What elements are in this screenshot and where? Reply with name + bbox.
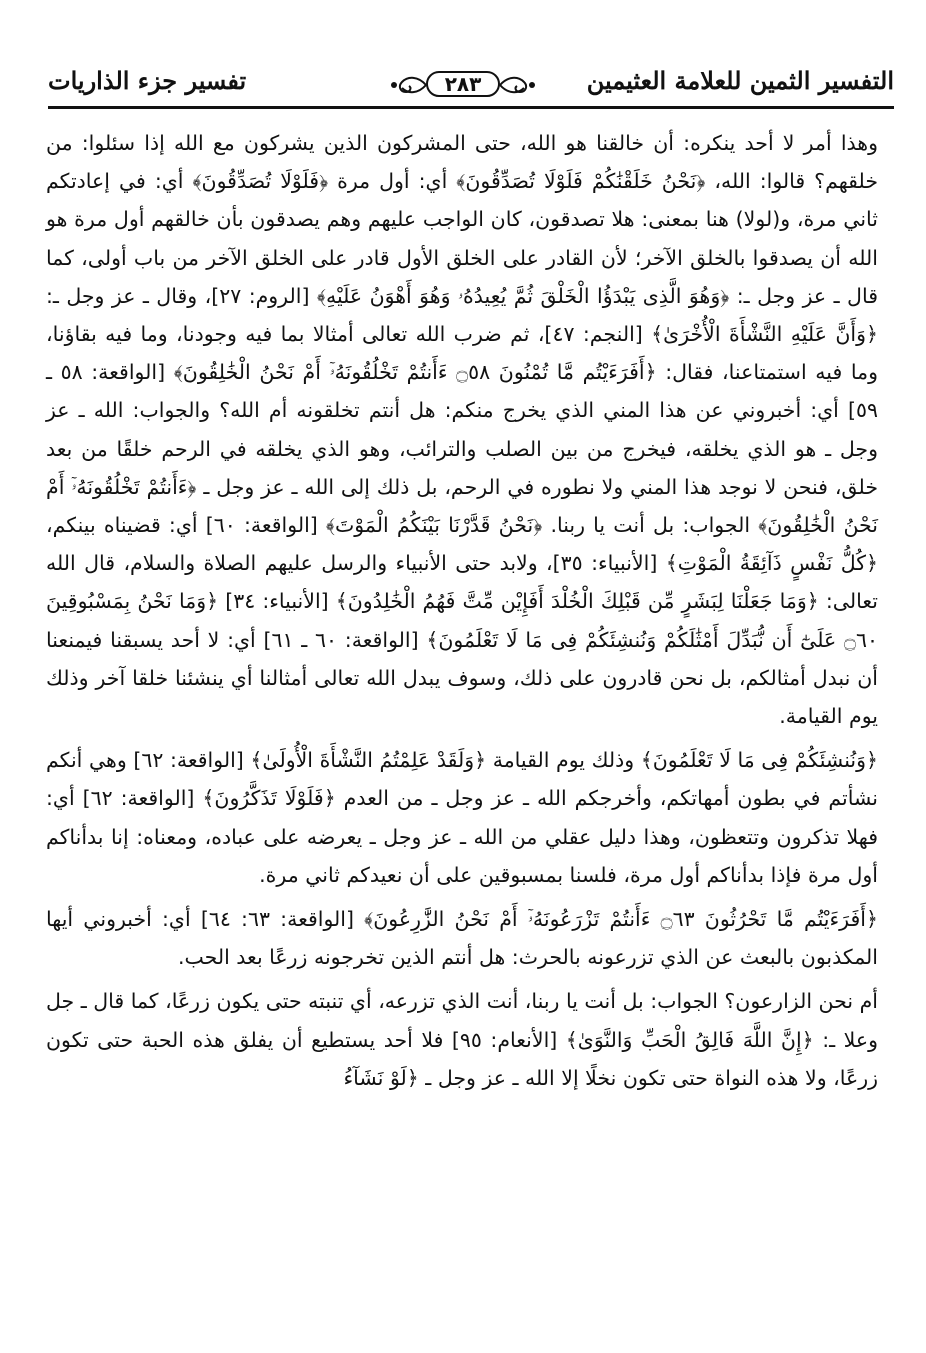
header-divider [48,106,894,109]
paragraph-4: أم نحن الزارعون؟ الجواب: بل أنت يا ربنا، أنت الذي تزرعه، أي تنبته حتى يكون زرعًا، كما قال ـ جل وعلا ـ: ﴿إِنَّ اللَّهَ فَالِقُ الْحَبِّ وَالنَّوَىٰ﴾ [الأنعام: ٩٥] فلا أحد يستطيع أن يفلق هذه الحبة حتى تكون زرعًا، ولا هذه النواة حتى تكون نخلًا إلا الله ـ عز وجل ـ ﴿لَوْ نَشَآءُ [46,989,878,1090]
page-number: ٢٨٣ [426,71,500,97]
page-number-badge [388,70,538,100]
section-title: تفسير جزء الذاريات [48,66,247,95]
page-header [48,64,894,110]
right-ornament-icon [498,70,538,100]
book-title: التفسير الثمين للعلامة العثيمين [586,66,894,95]
paragraph-2: ﴿وَنُنشِئَكُمْ فِى مَا لَا تَعْلَمُونَ﴾ وذلك يوم القيامة ﴿وَلَقَدْ عَلِمْتُمُ النَّشْأَةَ الْأُولَىٰ﴾ [الواقعة: ٦٢] وهي أنكم نشأتم في بطون أمهاتكم، وأخرجكم الله ـ عز وجل ـ من العدم ﴿فَلَوْلَا تَذَكَّرُونَ﴾ [الواقعة: ٦٢] أي: فهلا تذكرون وتتعظون، وهذا دليل عقلي من الله ـ عز وجل ـ يعرضه على عباده، ومعناه: إنا بدأناكم أول مرة فإذا بدأناكم أول مرة، فلسنا بمسبوقين على أن نعيدكم ثاني مرة. [46,748,878,887]
paragraph-3: ﴿أَفَرَءَيْتُم مَّا تَحْرُثُونَ ۝٦٣ ءَأَنتُمْ تَزْرَعُونَهُۥٓ أَمْ نَحْنُ الزَّٰرِعُونَ﴾ [الواقعة: ٦٣: ٦٤] أي: أخبروني أيها المكذبون بالبعث عن الذي تزرعونه بالحرث: هل أنتم الذين تخرجونه زرعًا بعد الحب. [46,907,878,970]
left-ornament-icon [388,70,428,100]
paragraph-1: وهذا أمر لا أحد ينكره: أن خالقنا هو الله، حتى المشركون الذين يشركون مع الله إذا سئلوا: من خلقهم؟ قالوا: الله، ﴿نَحْنُ خَلَقْنَٰكُمْ فَلَوْلَا تُصَدِّقُونَ﴾ أي: أول مرة ﴿فَلَوْلَا تُصَدِّقُونَ﴾ أي: في إعادتكم ثاني مرة، و(لولا) هنا بمعنى: هلا تصدقون، كان الواجب عليهم وهم يصدقون بأن خالقهم أول مرة هو الله أن يصدقوا بالخلق الآخر؛ لأن القادر على الخلق الأول قادر على الخلق الآخر من باب أولى، كما قال ـ عز وجل ـ: ﴿وَهُوَ الَّذِى يَبْدَؤُا الْخَلْقَ ثُمَّ يُعِيدُهُۥ وَهُوَ أَهْوَنُ عَلَيْهِ﴾ [الروم: ٢٧]، وقال ـ عز وجل ـ: ﴿وَأَنَّ عَلَيْهِ النَّشْأَةَ الْأُخْرَىٰ﴾ [النجم: ٤٧]، ثم ضرب الله تعالى أمثالا بما فيه وجودنا، وما فيه بقاؤنا، وما فيه استمتاعنا، فقال: ﴿أَفَرَءَيْتُم مَّا تُمْنُونَ ۝٥٨ ءَأَنتُمْ تَخْلُقُونَهُۥٓ أَمْ نَحْنُ الْخَٰلِقُونَ﴾ [الواقعة: ٥٨ ـ ٥٩] أي: أخبروني عن هذا المني الذي يخرج منكم: هل أنتم تخلقونه أم الله؟ والجواب: الله ـ عز وجل ـ هو الذي يخلقه، فيخرج من بين الصلب والترائب، وهو الذي يخلقه في الرحم خلقًا من بعد خلق، فنحن لا نوجد هذا المني ولا نطوره في الرحم، بل ذلك إلى الله ـ عز وجل ـ ﴿ءَأَنتُمْ تَخْلُقُونَهُۥٓ أَمْ نَحْنُ الْخَٰلِقُونَ﴾ الجواب: بل أنت يا ربنا. ﴿نَحْنُ قَدَّرْنَا بَيْنَكُمُ الْمَوْتَ﴾ [الواقعة: ٦٠] أي: قضيناه بينكم، ﴿كُلُّ نَفْسٍ ذَآئِقَةُ الْمَوْتِ﴾ [الأنبياء: ٣٥]، ولابد حتى الأنبياء والرسل عليهم الصلاة والسلام، قال الله تعالى: ﴿وَمَا جَعَلْنَا لِبَشَرٍ مِّن قَبْلِكَ الْخُلْدَ أَفَإِيْن مِّتَّ فَهُمُ الْخَٰلِدُونَ﴾ [الأنبياء: ٣٤] ﴿وَمَا نَحْنُ بِمَسْبُوقِينَ ۝٦٠ عَلَىٰٓ أَن نُّبَدِّلَ أَمْثَٰلَكُمْ وَنُنشِئَكُمْ فِى مَا لَا تَعْلَمُونَ﴾ [الواقعة: ٦٠ ـ ٦١] أي: لا أحد يسبقنا فيمنعنا أن نبدل أمثالكم، بل نحن قادرون على ذلك، وسوف يبدل الله تعالى أمثالنا أي ينشئنا خلقا آخر وذلك يوم القيامة. [46,131,879,729]
page-body [46,124,878,1097]
